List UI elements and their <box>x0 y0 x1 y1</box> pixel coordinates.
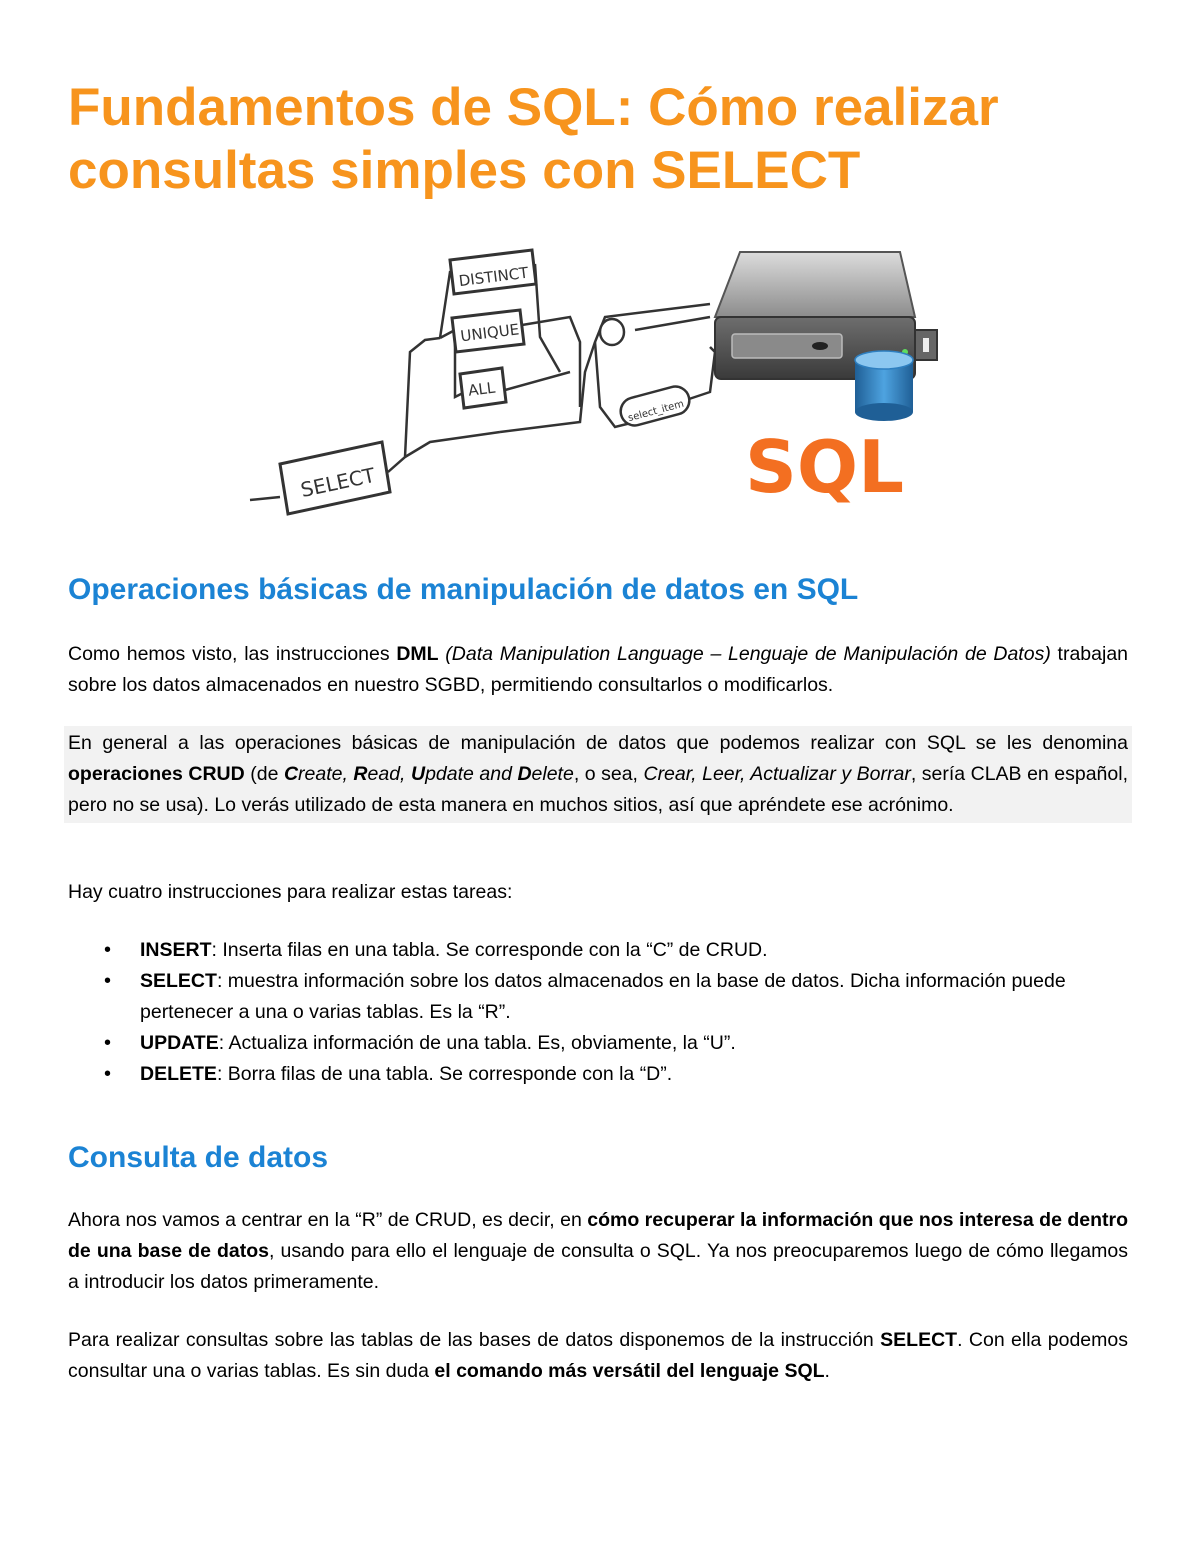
database-cylinder-icon <box>855 351 913 421</box>
list-item: • DELETE: Borra filas de una tabla. Se corresponde con la “D”. <box>140 1059 1140 1090</box>
term-crud: operaciones CRUD <box>68 763 245 785</box>
syntax-box-select <box>280 442 390 514</box>
sql-logo-text: SQL <box>745 425 904 509</box>
section-heading-consulta: Consulta de datos <box>68 1141 329 1174</box>
syntax-circle-asterisk <box>600 319 624 345</box>
instruction-list <box>68 935 1140 1090</box>
syntax-label-select-item: select_item <box>626 398 686 425</box>
syntax-label-distinct: DISTINCT <box>457 263 530 291</box>
paragraph-cuatro-instrucciones: Hay cuatro instrucciones para realizar estas tareas: <box>68 881 513 903</box>
syntax-box-all <box>460 368 506 408</box>
term-dml: DML <box>396 643 439 665</box>
syntax-box-distinct <box>450 250 536 294</box>
paragraph-dml: Como hemos visto, las instrucciones DML (Data Manipulation Language – Lenguaje de Manipulación de Datos) trabajan sobre los datos almacenados en nuestro SGBD, permitiendo consultarlos o modificarlos. <box>68 643 1129 696</box>
list-item: • INSERT: Inserta filas en una tabla. Se corresponde con la “C” de CRUD. <box>140 935 1140 966</box>
select-syntax-and-server-illustration <box>240 242 960 532</box>
syntax-box-select-item <box>618 383 693 428</box>
paragraph-consulta-r: Ahora nos vamos a centrar en la “R” de CRUD, es decir, en cómo recuperar la información que nos interesa de dentro de una base de datos, usando para ello el lenguaje de consulta o SQL. Ya nos preocuparemos luego de cómo llegamos a introducir los datos primeramente. <box>68 1209 1129 1293</box>
hero-illustration <box>240 242 960 532</box>
paragraph-crud: En general a las operaciones básicas de manipulación de datos que podemos realizar con SQL se les denomina operaciones CRUD (de Create, Read, Update and Delete, o sea, Crear, Leer, Actualizar y Borrar, sería CLAB en español, pero no se usa). Lo verás utilizado de esta manera en muchos sitios, así que apréndete ese acrónimo. <box>64 726 1132 823</box>
syntax-label-select: SELECT <box>298 462 378 502</box>
list-item: • SELECT: muestra información sobre los datos almacenados en la base de datos. Dicha información puede pertenecer a una o varias tablas. Es la “R”. <box>140 966 1140 1028</box>
syntax-label-unique: UNIQUE <box>459 320 521 346</box>
section-heading-operaciones: Operaciones básicas de manipulación de datos en SQL <box>68 573 859 606</box>
page-title: Fundamentos de SQL: Cómo realizar consultas simples con SELECT <box>68 78 999 200</box>
paragraph-select: Para realizar consultas sobre las tablas de las bases de datos disponemos de la instrucción SELECT. Con ella podemos consultar una o varias tablas. Es sin duda el comando más versátil del lenguaje SQL. <box>68 1329 1128 1382</box>
syntax-label-all: ALL <box>467 378 497 400</box>
list-item: • UPDATE: Actualiza información de una tabla. Es, obviamente, la “U”. <box>140 1028 1140 1059</box>
syntax-box-unique <box>452 310 524 352</box>
